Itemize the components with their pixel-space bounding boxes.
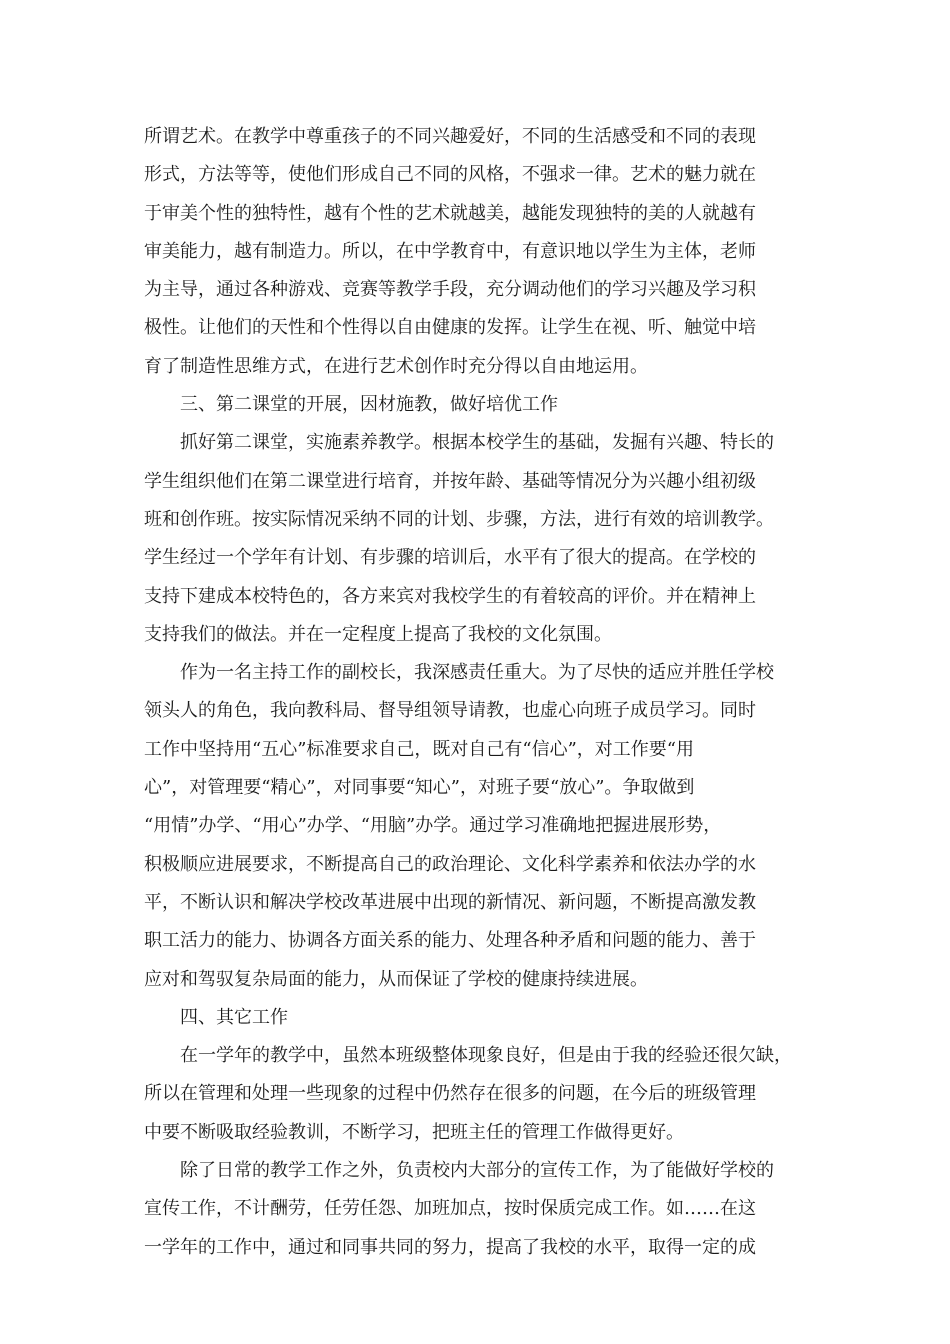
text-line: 班和创作班。按实际情况采纳不同的计划、步骤，方法，进行有效的培训教学。 [144, 508, 774, 530]
text-line: 领头人的角色，我向教科局、督导组领导请教，也虚心向班子成员学习。同时 [144, 700, 756, 722]
text-line: 学生组织他们在第二课堂进行培育，并按年龄、基础等情况分为兴趣小组初级 [144, 470, 756, 492]
text-line: 宣传工作，不计酬劳，任劳任怨、加班加点，按时保质完成工作。如……在这 [144, 1198, 756, 1220]
text-line: 审美能力，越有制造力。所以，在中学教育中，有意识地以学生为主体，老师 [144, 240, 756, 262]
text-line: 在一学年的教学中，虽然本班级整体现象良好，但是由于我的经验还很欠缺， [144, 1045, 792, 1067]
text-line: 平，不断认识和解决学校改革进展中出现的新情况、新问题，不断提高激发教 [144, 891, 756, 913]
text-line: 支持我们的做法。并在一定程度上提高了我校的文化氛围。 [144, 623, 612, 645]
text-line: 工作中坚持用“五心”标准要求自己，既对自己有“信心”，对工作要“用 [144, 738, 695, 760]
text-line: 形式，方法等等，使他们形成自己不同的风格，不强求一律。艺术的魅力就在 [144, 164, 756, 186]
text-line: 抓好第二课堂，实施素养教学。根据本校学生的基础，发掘有兴趣、特长的 [144, 432, 774, 454]
text-line: 积极顺应进展要求，不断提高自己的政治理论、文化科学素养和依法办学的水 [144, 853, 756, 875]
document-body [144, 118, 824, 1267]
text-line: 育了制造性思维方式，在进行艺术创作时充分得以自由地运用。 [144, 355, 648, 377]
text-line: 作为一名主持工作的副校长，我深感责任重大。为了尽快的适应并胜任学校 [144, 662, 774, 684]
text-line: 支持下建成本校特色的，各方来宾对我校学生的有着较高的评价。并在精神上 [144, 585, 756, 607]
text-line: 于审美个性的独特性，越有个性的艺术就越美，越能发现独特的美的人就越有 [144, 202, 756, 224]
section-heading: 四、其它工作 [144, 1006, 288, 1028]
text-line: “用情”办学、“用心”办学、“用脑”办学。通过学习准确地把握进展形势， [144, 815, 722, 837]
text-line: 极性。让他们的天性和个性得以自由健康的发挥。让学生在视、听、触觉中培 [144, 317, 756, 339]
text-line: 为主导，通过各种游戏、竞赛等教学手段，充分调动他们的学习兴趣及学习积 [144, 279, 756, 301]
text-line: 所以在管理和处理一些现象的过程中仍然存在很多的问题，在今后的班级管理 [144, 1083, 756, 1105]
text-line: 除了日常的教学工作之外，负责校内大部分的宣传工作，为了能做好学校的 [144, 1160, 774, 1182]
text-line: 一学年的工作中，通过和同事共同的努力，提高了我校的水平，取得一定的成 [144, 1236, 756, 1258]
text-line: 应对和驾驭复杂局面的能力，从而保证了学校的健康持续进展。 [144, 968, 648, 990]
section-heading: 三、第二课堂的开展，因材施教，做好培优工作 [144, 394, 558, 416]
text-line: 职工活力的能力、协调各方面关系的能力、处理各种矛盾和问题的能力、善于 [144, 930, 756, 952]
text-line: 心”，对管理要“精心”，对同事要“知心”，对班子要“放心”。争取做到 [144, 777, 695, 799]
text-line: 中要不断吸取经验教训，不断学习，把班主任的管理工作做得更好。 [144, 1121, 684, 1143]
text-line: 学生经过一个学年有计划、有步骤的培训后，水平有了很大的提高。在学校的 [144, 547, 756, 569]
text-line: 所谓艺术。在教学中尊重孩子的不同兴趣爱好，不同的生活感受和不同的表现 [144, 126, 756, 147]
